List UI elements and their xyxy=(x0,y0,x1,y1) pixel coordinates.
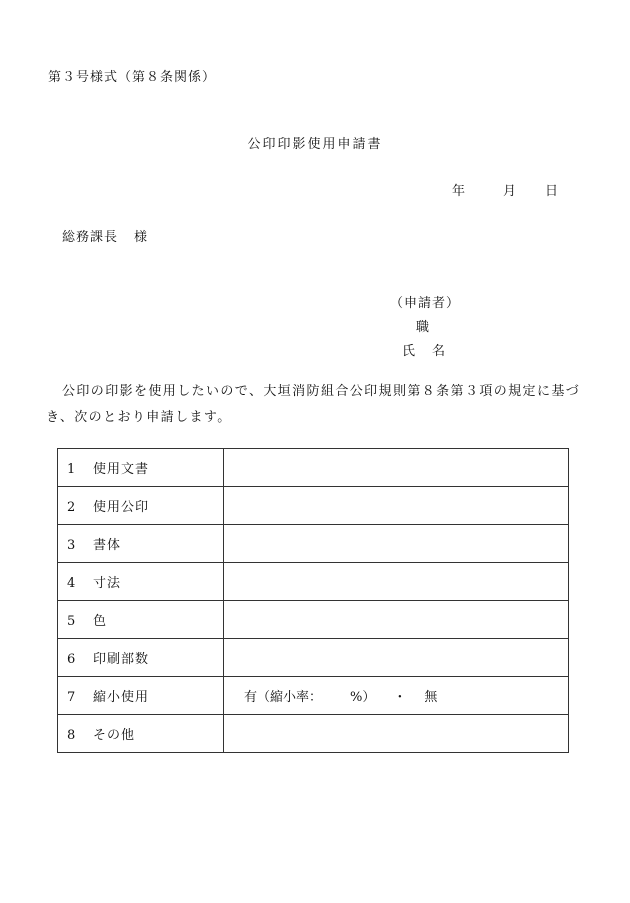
date-day-label: 日 xyxy=(545,184,559,199)
addressee xyxy=(62,226,148,245)
date-year-label: 年 xyxy=(452,184,466,199)
item-label: 書体 xyxy=(93,538,122,553)
addressee-name: 総務課長 xyxy=(62,230,119,245)
table-row xyxy=(58,677,569,715)
item-number: 6 xyxy=(67,652,77,667)
reduction-yes-option[interactable]: 有（縮小率： xyxy=(244,690,323,705)
applicant-heading: （申請者） xyxy=(390,296,461,311)
table-row xyxy=(58,601,569,639)
item-label: 印刷部数 xyxy=(93,652,150,667)
item-label-cell xyxy=(58,449,224,487)
item-label: その他 xyxy=(93,728,136,743)
item-label: 使用公印 xyxy=(93,500,150,515)
table-row xyxy=(58,563,569,601)
applicant-post-label: 職 xyxy=(416,320,430,335)
item-number: 4 xyxy=(67,576,77,591)
item-label-cell xyxy=(58,601,224,639)
item-label: 色 xyxy=(93,614,108,629)
item-number: 1 xyxy=(67,462,77,477)
item-label: 寸法 xyxy=(93,576,122,591)
item-label-cell xyxy=(58,563,224,601)
item-number: 3 xyxy=(67,538,77,553)
item-label-cell xyxy=(58,715,224,753)
table-row xyxy=(58,639,569,677)
item-label: 縮小使用 xyxy=(93,690,150,705)
request-statement: 公印の印影を使用したいので、大垣消防組合公印規則第８条第３項の規定に基づき、次のとおり申請します。 xyxy=(46,384,581,425)
item-number: 8 xyxy=(67,728,77,743)
reduction-no-option[interactable]: 無 xyxy=(424,690,438,705)
table-row xyxy=(58,525,569,563)
item-number: 5 xyxy=(67,614,77,629)
request-items-table xyxy=(57,448,569,753)
document-title: 公印印影使用申請書 xyxy=(247,137,383,152)
item-number: 7 xyxy=(67,690,77,705)
item-label-cell xyxy=(58,677,224,715)
item-value-cell[interactable] xyxy=(224,525,569,563)
table-row xyxy=(58,715,569,753)
table-row xyxy=(58,449,569,487)
form-number: 第３号様式（第８条関係） xyxy=(48,70,217,85)
item-value-cell[interactable] xyxy=(224,449,569,487)
item-value-cell[interactable] xyxy=(224,639,569,677)
item-label-cell xyxy=(58,525,224,563)
addressee-honorific: 様 xyxy=(134,230,149,245)
item-label-cell xyxy=(58,639,224,677)
item-number: 2 xyxy=(67,500,77,515)
item-value-cell[interactable] xyxy=(224,601,569,639)
applicant-name-label: 氏 名 xyxy=(402,344,448,359)
item-value-cell[interactable] xyxy=(224,487,569,525)
item-label: 使用文書 xyxy=(93,462,150,477)
item-value-cell[interactable] xyxy=(224,563,569,601)
item-label-cell xyxy=(58,487,224,525)
reduction-options-cell xyxy=(224,677,569,715)
date-month-label: 月 xyxy=(503,184,517,199)
reduction-percent-label: %） xyxy=(350,690,376,705)
item-value-cell[interactable] xyxy=(224,715,569,753)
option-separator: ・ xyxy=(393,690,407,705)
table-row xyxy=(58,487,569,525)
